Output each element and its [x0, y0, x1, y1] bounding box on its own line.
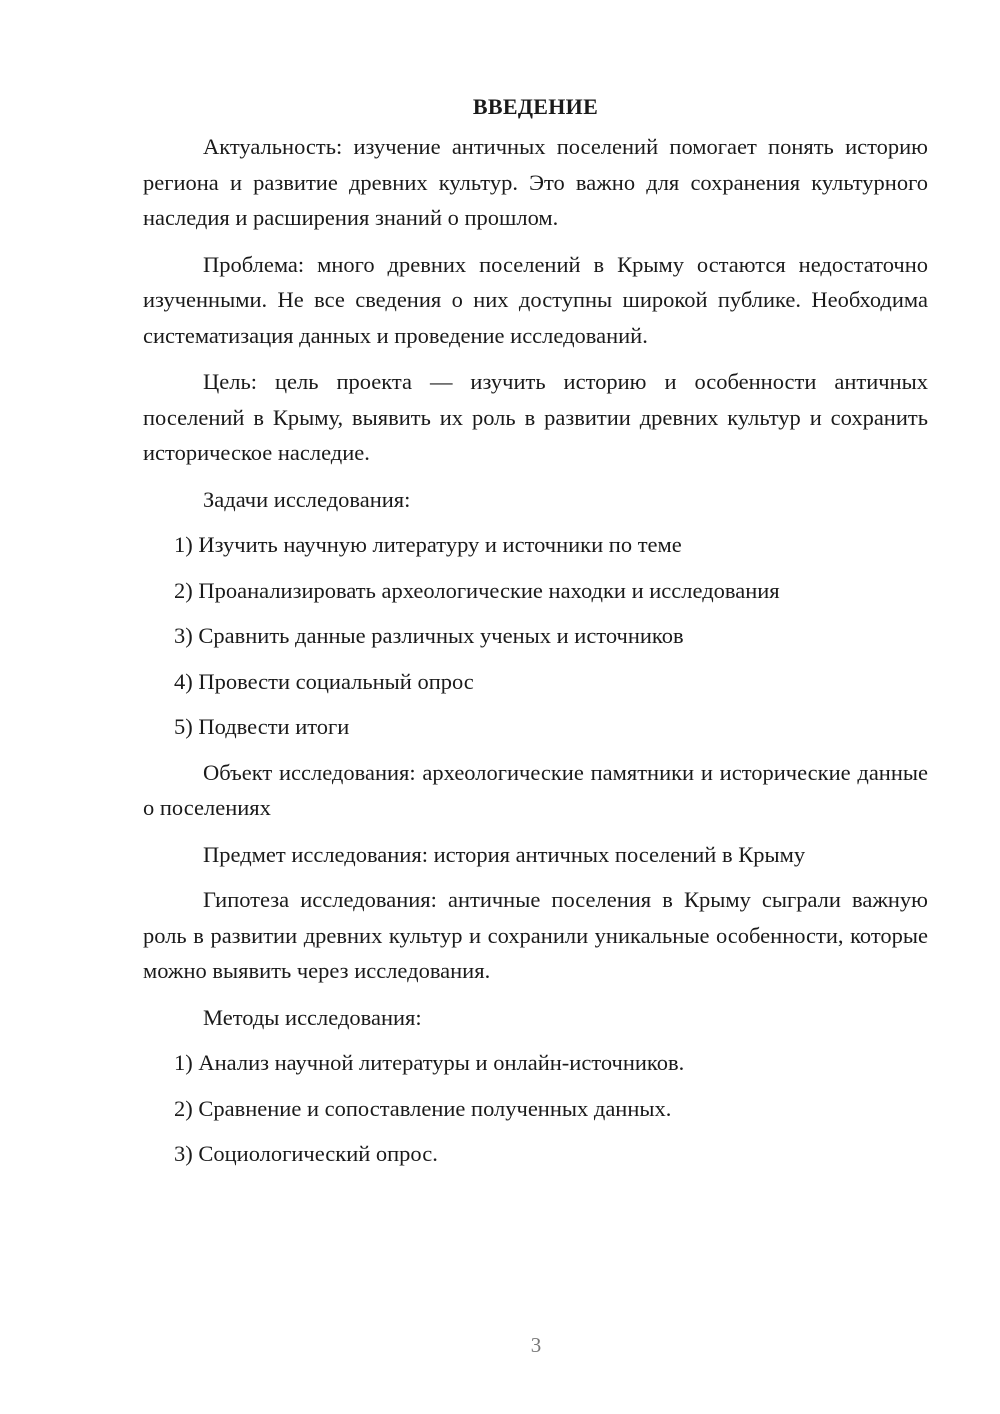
methods-heading: Методы исследования: [203, 1004, 422, 1030]
relevance-paragraph: Актуальность: изучение античных поселений помогает понять историю региона и развитие древних культур. Это важно для сохранения культурного наследия и расширения знаний о прошлом. [143, 134, 928, 230]
list-item: 4) Провести социальный опрос [174, 668, 474, 694]
list-item: 5) Подвести итоги [174, 714, 350, 739]
list-item: 2) Проанализировать археологические находки и исследования [174, 577, 780, 603]
list-item: 3) Социологический опрос. [174, 1141, 438, 1166]
subject-paragraph: Предмет исследования: история античных поселений в Крыму [203, 841, 806, 867]
list-item: 1) Анализ научной литературы и онлайн-источников. [174, 1050, 685, 1075]
list-item: 2) Сравнение и сопоставление полученных данных. [174, 1095, 672, 1121]
tasks-heading: Задачи исследования: [203, 486, 411, 512]
page-number: 3 [530, 1333, 542, 1357]
tasks-list [143, 527, 928, 745]
methods-list [143, 1045, 928, 1172]
object-paragraph: Объект исследования: археологические памятники и исторические данные о поселениях [143, 759, 928, 820]
document-page [143, 92, 928, 1182]
hypothesis-paragraph: Гипотеза исследования: античные поселения в Крыму сыграли важную роль в развитии древних культур и сохранили уникальные особенности, которые можно выявить через исследования. [143, 887, 928, 983]
list-item: 1) Изучить научную литературу и источники по теме [174, 532, 682, 557]
goal-paragraph: Цель: цель проекта — изучить историю и особенности античных поселений в Крыму, выявить их роль в развитии древних культур и сохранить историческое наследие. [143, 369, 928, 465]
section-title: ВВЕДЕНИЕ [472, 94, 599, 119]
list-item: 3) Сравнить данные различных ученых и источников [174, 623, 684, 648]
problem-paragraph: Проблема: много древних поселений в Крыму остаются недостаточно изученными. Не все сведения о них доступны широкой публике. Необходима систематизация данных и проведение исследований. [143, 251, 928, 348]
